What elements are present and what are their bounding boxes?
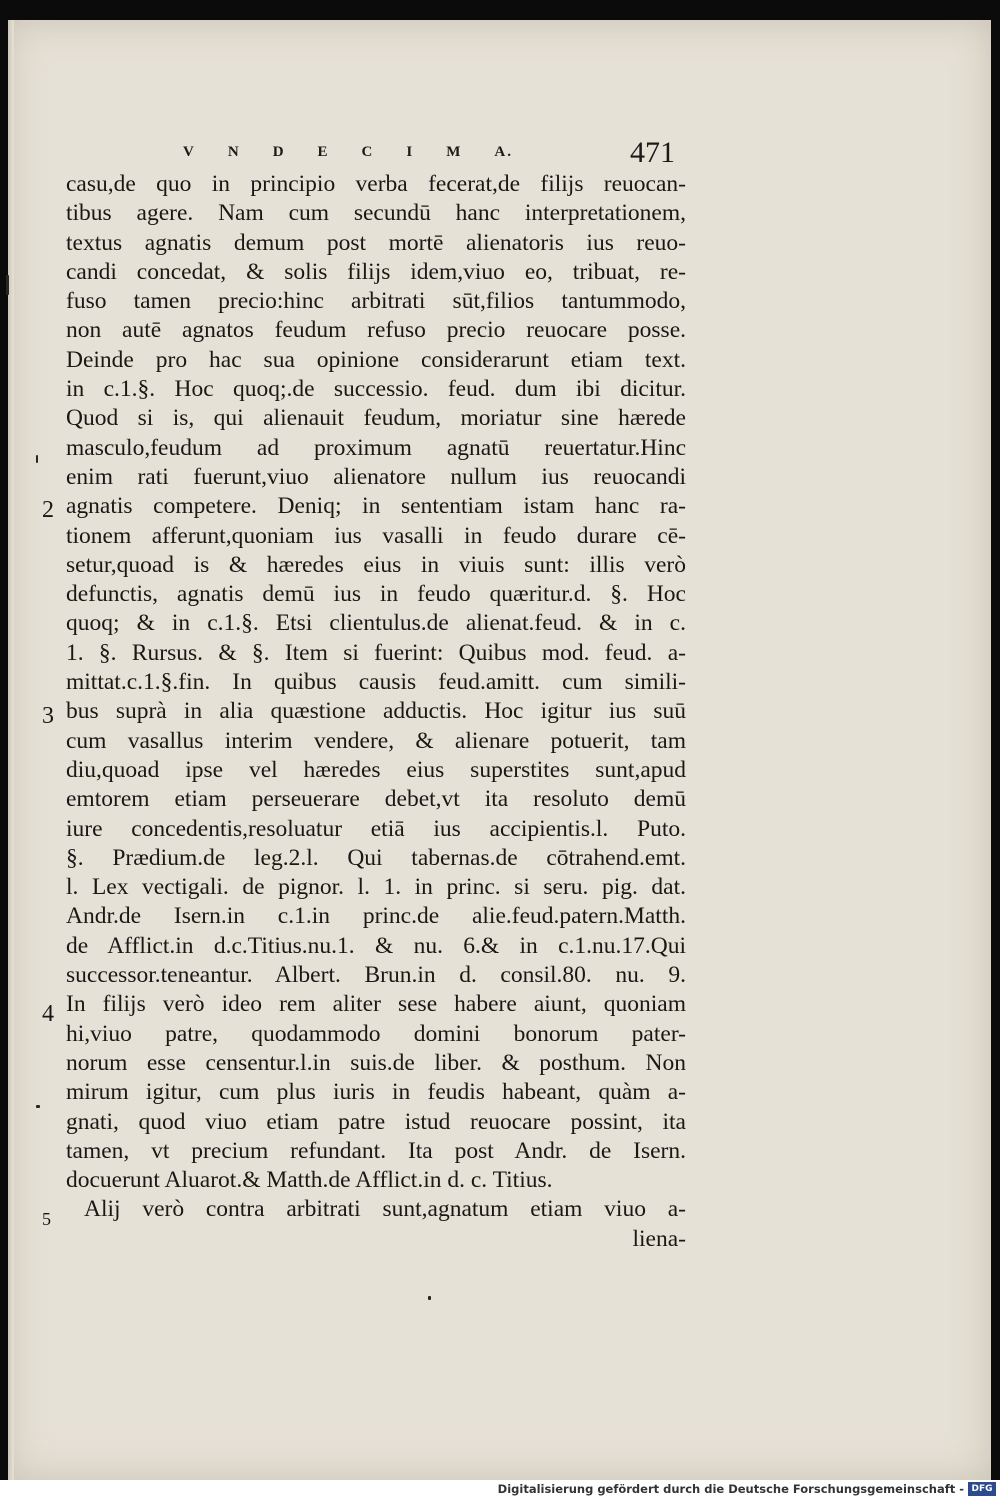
text-line: norum esse censentur.l.in suis.de liber. & posthum. Non bbox=[66, 1049, 686, 1076]
running-head bbox=[183, 144, 513, 161]
running-head-letter: N bbox=[227, 144, 241, 160]
funding-credit: Digitalisierung gefördert durch die Deutsche Forschungsgemeinschaft - bbox=[497, 1482, 964, 1496]
page-number: 471 bbox=[630, 136, 675, 169]
margin-number: 5 bbox=[42, 1209, 51, 1229]
ink-mark bbox=[36, 455, 38, 463]
margin-number: 2 bbox=[42, 497, 54, 523]
text-line: In filijs verò ideo rem aliter sese habere aiunt, quoniam bbox=[66, 991, 686, 1018]
text-line: cum vasallus interim vendere, & alienare potuerit, tam bbox=[66, 727, 686, 754]
text-line: quoq; & in c.1.§. Etsi clientulus.de alienat.feud. & in c. bbox=[66, 610, 686, 637]
text-line: §. Prædium.de leg.2.l. Qui tabernas.de cōtrahend.emt. bbox=[66, 844, 686, 871]
margin-number: 3 bbox=[42, 703, 54, 729]
text-line: de Afflict.in d.c.Titius.nu.1. & nu. 6.& in c.1.nu.17.Qui bbox=[66, 932, 686, 959]
text-line: defunctis, agnatis demū ius in feudo quæritur.d. §. Hoc bbox=[66, 581, 686, 608]
text-line: non autē agnatos feudum refuso precio reuocare posse. bbox=[66, 317, 686, 344]
page-edge-shadow bbox=[8, 20, 14, 1480]
running-head-letter: C bbox=[361, 144, 375, 160]
text-line: tamen, vt precium refundant. Ita post Andr. de Isern. bbox=[66, 1137, 686, 1164]
text-line: Quod si is, qui alienauit feudum, moriatur sine hærede bbox=[66, 405, 686, 432]
text-line: hi,viuo patre, quodammodo domini bonorum pater- bbox=[66, 1020, 686, 1047]
ink-mark bbox=[6, 275, 9, 295]
text-line: diu,quoad ipse vel hæredes eius superstites sunt,apud bbox=[66, 756, 686, 783]
running-head-letter: M bbox=[446, 144, 463, 160]
text-line: bus suprà in alia quæstione adductis. Hoc igitur ius suū bbox=[66, 698, 686, 725]
text-line: mirum igitur, cum plus iuris in feudis habeant, quàm a- bbox=[66, 1079, 686, 1106]
text-line: candi concedat, & solis filijs idem,viuo eo, tribuat, re- bbox=[66, 258, 686, 285]
text-line: masculo,feudum ad proximum agnatū reuertatur.Hinc bbox=[66, 434, 686, 461]
text-line: docuerunt Aluarot.& Matth.de Afflict.in d. c. Titius. bbox=[66, 1167, 553, 1194]
text-line: Andr.de Isern.in c.1.in princ.de alie.feud.patern.Matth. bbox=[66, 903, 686, 930]
text-line: l. Lex vectigali. de pignor. l. 1. in princ. si seru. pig. dat. bbox=[66, 874, 686, 901]
text-line: casu,de quo in principio verba fecerat,de filijs reuocan- bbox=[66, 171, 686, 197]
text-line: gnati, quod viuo etiam patre istud reuocare possint, ita bbox=[66, 1108, 686, 1135]
margin-number: 4 bbox=[42, 1001, 54, 1027]
text-line: tibus agere. Nam cum secundū hanc interpretationem, bbox=[66, 200, 686, 227]
running-head-letter: V bbox=[183, 144, 196, 160]
running-head-letter: A. bbox=[494, 144, 513, 160]
text-line: setur,quoad is & hæredes eius in viuis sunt: illis verò bbox=[66, 551, 686, 578]
text-line: successor.teneantur. Albert. Brun.in d. consil.80. nu. 9. bbox=[66, 962, 686, 989]
body-text bbox=[66, 170, 686, 1254]
text-line: Deinde pro hac sua opinione considerarunt etiam text. bbox=[66, 346, 686, 373]
running-head-letter: E bbox=[317, 144, 330, 160]
ink-mark bbox=[36, 1105, 40, 1108]
text-line: enim rati fuerunt,viuo alienatore nullum ius reuocandi bbox=[66, 463, 686, 490]
text-line: in c.1.§. Hoc quoq;.de successio. feud. dum ibi dicitur. bbox=[66, 376, 686, 403]
catchword: liena- bbox=[632, 1225, 686, 1252]
text-line: tionem afferunt,quoniam ius vasalli in feudo durare cē- bbox=[66, 522, 686, 549]
text-line: agnatis competere. Deniq; in sententiam istam hanc ra- bbox=[66, 493, 686, 520]
text-line: iure concedentis,resoluatur etiā ius accipientis.l. Puto. bbox=[66, 815, 686, 842]
ink-mark bbox=[428, 1296, 431, 1300]
dfg-logo: DFG bbox=[968, 1482, 996, 1496]
text-line: textus agnatis demum post mortē alienatoris ius reuo- bbox=[66, 229, 686, 256]
text-line: fuso tamen precio:hinc arbitrati sūt,filios tantummodo, bbox=[66, 288, 686, 315]
running-head-letter: D bbox=[272, 144, 286, 160]
text-line: mittat.c.1.§.fin. In quibus causis feud.amitt. cum simili- bbox=[66, 669, 686, 696]
text-line: emtorem etiam perseuerare debet,vt ita resoluto demū bbox=[66, 786, 686, 813]
text-line: 1. §. Rursus. & §. Item si fuerint: Quibus mod. feud. a- bbox=[66, 639, 686, 666]
footer-bar bbox=[0, 1480, 1000, 1499]
running-head-letter: I bbox=[406, 144, 415, 160]
text-line: Alij verò contra arbitrati sunt,agnatum etiam viuo a- bbox=[84, 1196, 686, 1223]
